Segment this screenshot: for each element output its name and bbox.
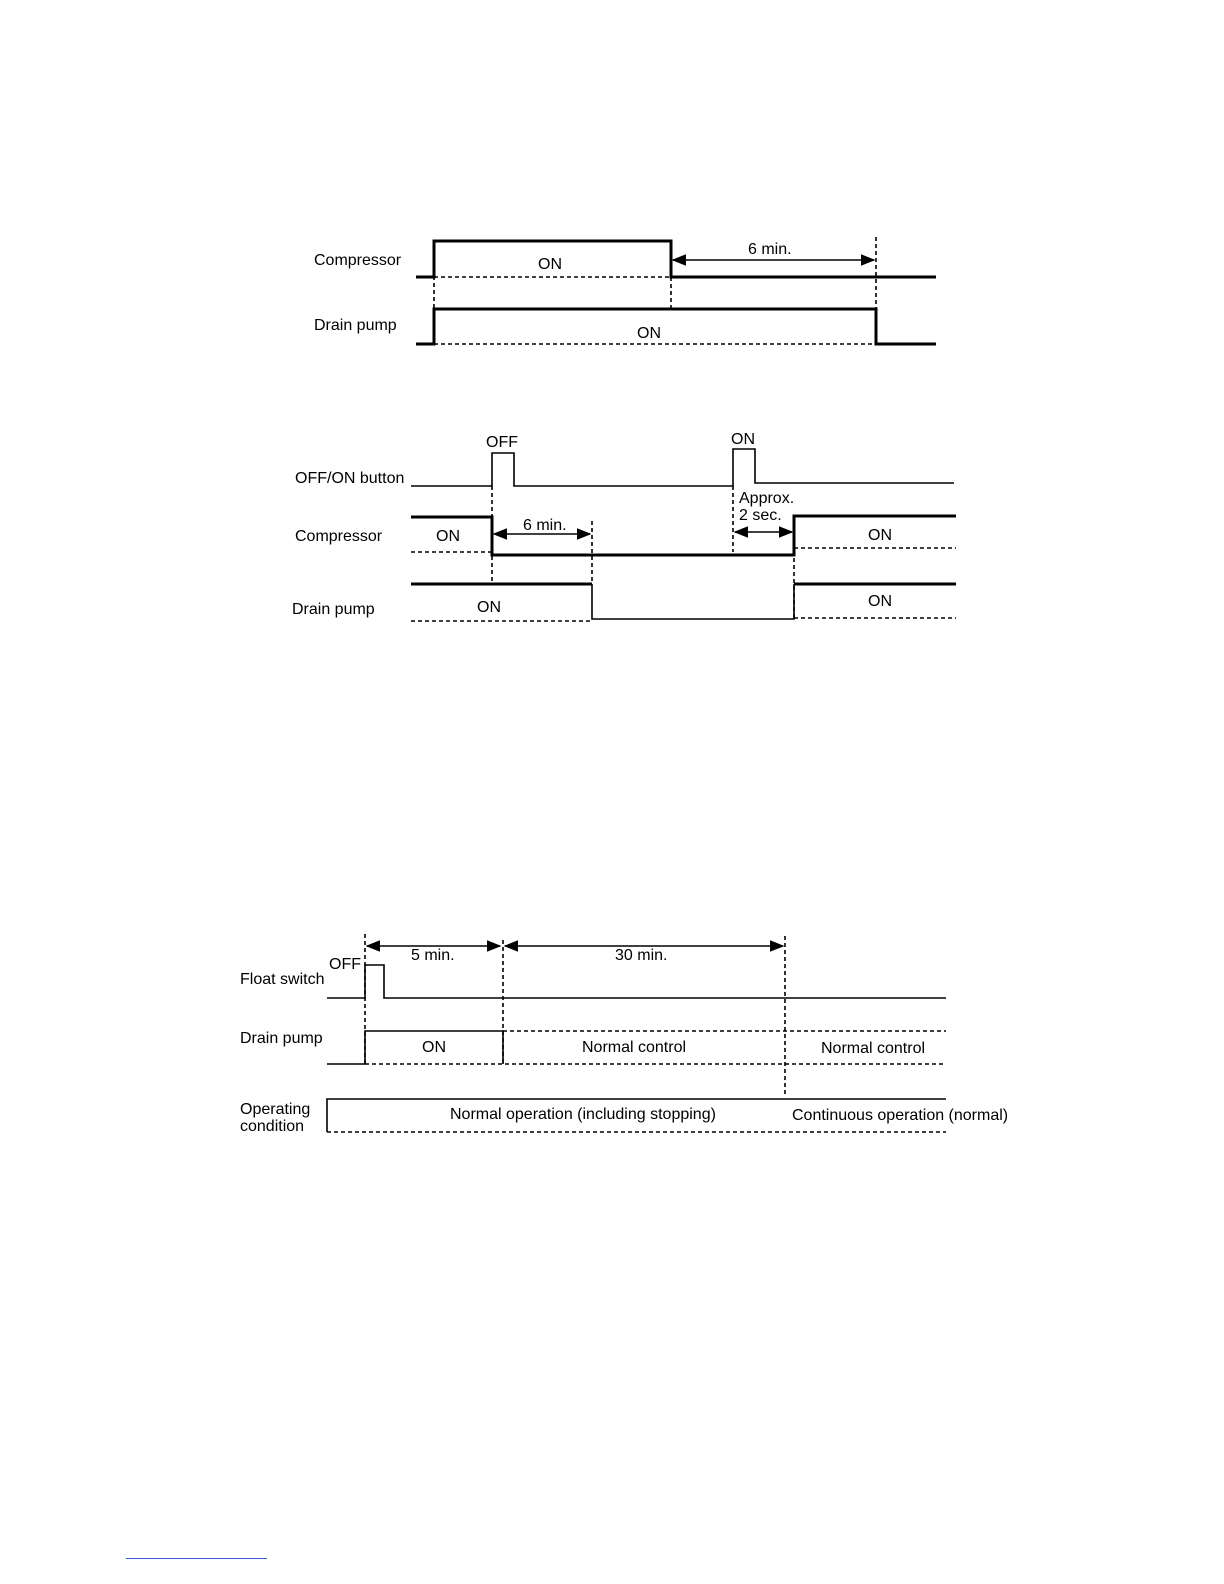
operating-label-line2: condition	[240, 1118, 305, 1135]
timing-diagram-2	[292, 431, 956, 621]
drain-pump-on-after-label: ON	[868, 593, 892, 610]
compressor-on-before-label: ON	[436, 528, 460, 545]
normal-operation-label: Normal operation (including stopping)	[450, 1106, 716, 1123]
approx-label-line1: Approx.	[739, 490, 795, 507]
interval-label: 6 min.	[523, 517, 567, 534]
timing-diagram-3	[240, 934, 1008, 1135]
interval1-label: 5 min.	[411, 947, 455, 964]
compressor-label: Compressor	[314, 252, 402, 269]
footer-rule	[126, 1558, 267, 1559]
drain-pump-on-label: ON	[637, 325, 661, 342]
drain-pump-label: Drain pump	[240, 1030, 323, 1047]
off-pulse-label: OFF	[486, 434, 518, 451]
continuous-operation-label: Continuous operation (normal)	[792, 1107, 1009, 1124]
drain-pump-label: Drain pump	[292, 601, 375, 618]
drain-pump-on-before-label: ON	[477, 599, 501, 616]
float-switch-waveform	[327, 965, 946, 998]
compressor-on-after-label: ON	[868, 527, 892, 544]
compressor-waveform	[416, 241, 936, 277]
button-label: OFF/ON button	[295, 470, 405, 487]
button-waveform	[411, 449, 954, 486]
compressor-on-label: ON	[538, 256, 562, 273]
drain-pump-on-label: ON	[422, 1039, 446, 1056]
timing-diagram-1	[314, 237, 936, 344]
normal-control-1-label: Normal control	[582, 1039, 687, 1056]
interval2-label: 30 min.	[615, 947, 668, 964]
approx-label-line2: 2 sec.	[739, 507, 782, 524]
normal-control-2-label: Normal control	[821, 1040, 926, 1057]
float-switch-label: Float switch	[240, 971, 325, 988]
operating-label-line1: Operating	[240, 1101, 311, 1118]
on-pulse-label: ON	[731, 431, 755, 448]
drain-pump-low	[592, 584, 794, 619]
compressor-label: Compressor	[295, 528, 383, 545]
drain-pump-waveform	[327, 1031, 503, 1064]
interval-label: 6 min.	[748, 241, 792, 258]
drain-pump-label: Drain pump	[314, 317, 397, 334]
off-pulse-label: OFF	[329, 956, 361, 973]
drain-pump-waveform	[416, 309, 936, 344]
